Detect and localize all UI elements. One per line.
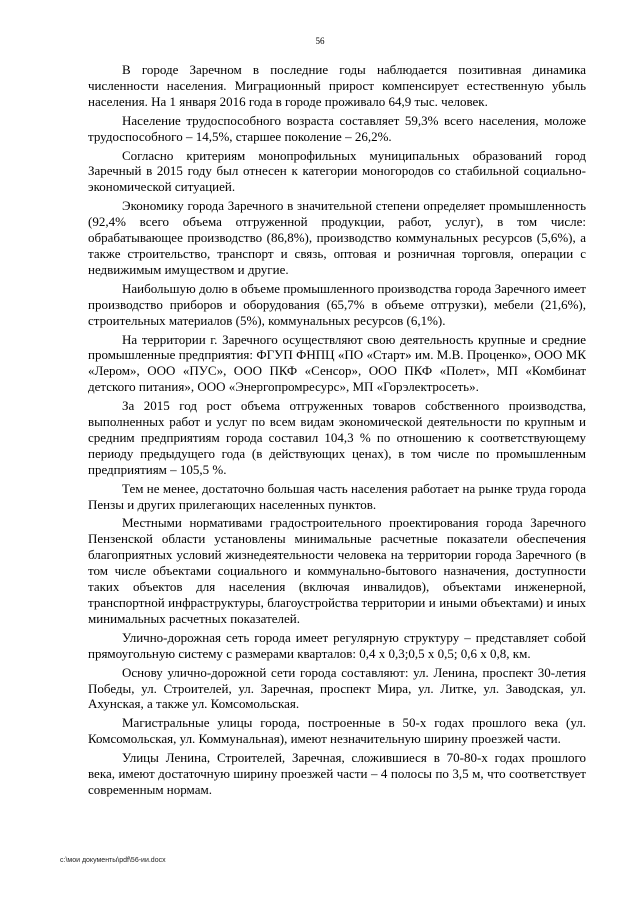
paragraph: Тем не менее, достаточно большая часть населения работает на рынке труда города Пензы и других прилегающих населенных пунктов.: [88, 480, 586, 512]
paragraph: На территории г. Заречного осуществляют свою деятельность крупные и средние промышленные предприятия: ФГУП ФНПЦ «ПО «Старт» им. М.В. Проценко», ООО МК «Лером», ООО «ПУС», ООО ПКФ «Сенсор», ООО ПКФ «Полет», МП «Комбинат детского питания», ООО «Энергопромресурс», МП «Горэлектросеть».: [88, 331, 586, 395]
footer-file-path: с:\мои документы\pdf\56-ии.docx: [60, 857, 166, 864]
paragraph: Население трудоспособного возраста составляет 59,3% всего населения, моложе трудоспособного – 14,5%, старшее поколение – 26,2%.: [88, 112, 586, 144]
paragraph: Местными нормативами градостроительного проектирования города Заречного Пензенской области установлены минимальные расчетные показатели обеспечения благоприятных условий жизнедеятельности человека на территории города Заречного (в том числе объектами социального и коммунально-бытового назначения, доступности таких объектов для населения (включая инвалидов), объектами инженерной, транспортной инфраструктуры, благоустройства территории и иными объектами) и иных минимальных расчетных показателей.: [88, 515, 586, 626]
page-number: 56: [315, 36, 325, 46]
paragraph: Экономику города Заречного в значительной степени определяет промышленность (92,4% всего объема отгруженной продукции, работ, услуг), в том числе: обрабатывающее производство (86,8%), производство коммунальных ресурсов (5,6%), а также строительство, транспорт и связь, оптовая и розничная торговля, операции с недвижимым имуществом и другие.: [88, 198, 586, 277]
paragraph: Улично-дорожная сеть города имеет регулярную структуру – представляет собой прямоугольную систему с размерами кварталов: 0,4 х 0,3;0,5 х 0,5; 0,6 х 0,8, км.: [88, 629, 586, 661]
paragraph: Согласно критериям монопрофильных муниципальных образований город Заречный в 2015 году был отнесен к категории моногородов со стабильной социально-экономической ситуацией.: [88, 147, 586, 195]
paragraph: Основу улично-дорожной сети города составляют: ул. Ленина, проспект 30-летия Победы, ул. Строителей, ул. Заречная, проспект Мира, ул. Литке, ул. Заводская, ул. Ахунская, а также ул. Комсомольская.: [88, 664, 586, 712]
paragraph: В городе Заречном в последние годы наблюдается позитивная динамика численности населения. Миграционный прирост компенсирует естественную убыль населения. На 1 января 2016 года в городе проживало 64,9 тыс. человек.: [88, 62, 586, 109]
paragraph: За 2015 год рост объема отгруженных товаров собственного производства, выполненных работ и услуг по всем видам экономической деятельности по крупным и средним предприятиям города составил 104,3 % по отношению к соответствующему периоду предыдущего года (в действующих ценах), в том числе по промышленным предприятиям – 105,5 %.: [88, 398, 586, 477]
paragraph: Магистральные улицы города, построенные в 50-х годах прошлого века (ул. Комсомольская, ул. Коммунальная), имеют незначительную ширину проезжей части.: [88, 715, 586, 747]
paragraph: Наибольшую долю в объеме промышленного производства города Заречного имеет производство приборов и оборудования (65,7% в объеме отгрузки), мебели (21,6%), строительных материалов (5%), коммунальных ресурсов (6,1%).: [88, 280, 586, 328]
paragraph: Улицы Ленина, Строителей, Заречная, сложившиеся в 70-80-х годах прошлого века, имеют достаточную ширину проезжей части – 4 полосы по 3,5 м, что соответствует современным нормам.: [88, 750, 586, 797]
document-body: [88, 62, 586, 801]
